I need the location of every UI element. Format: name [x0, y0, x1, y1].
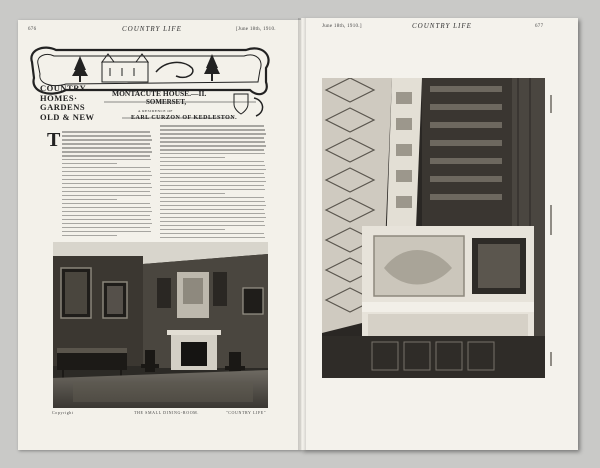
text-line [160, 205, 266, 207]
text-line [62, 131, 150, 133]
left-running-title: COUNTRY LIFE [122, 25, 182, 33]
text-line [62, 175, 152, 177]
text-line [62, 219, 151, 221]
text-line [160, 169, 266, 171]
photo-caption: THE SMALL DINING-ROOM. [134, 410, 199, 415]
photo-credit-left: Copyright [52, 410, 74, 415]
text-line [160, 217, 266, 219]
text-line [62, 171, 151, 173]
text-line [160, 157, 225, 159]
text-line [62, 203, 150, 205]
text-line [62, 191, 150, 193]
text-line [62, 195, 151, 197]
author-prefix: A RESIDENCE OF [138, 109, 173, 113]
series-line-2: HOMES· [40, 92, 78, 103]
text-line [62, 231, 151, 233]
text-line [62, 163, 117, 165]
author-name: EARL CURZON OF KEDLESTON. [131, 115, 238, 121]
text-line [62, 183, 151, 185]
text-line [62, 159, 151, 161]
text-line [160, 201, 265, 203]
text-line [160, 221, 264, 223]
text-line [160, 145, 266, 147]
side-caption-top [550, 95, 552, 113]
series-title [40, 84, 95, 122]
text-line [160, 185, 264, 187]
text-column-right [160, 125, 268, 241]
text-line [62, 235, 117, 237]
text-line [62, 207, 151, 209]
text-line [62, 187, 152, 189]
text-line [62, 135, 151, 137]
left-page-date: [June 18th, 1910. [236, 27, 276, 32]
text-line [62, 211, 152, 213]
text-line [160, 181, 266, 183]
text-line [62, 167, 150, 169]
text-line [160, 189, 265, 191]
text-line [62, 151, 152, 153]
dining-room-photo [53, 242, 268, 408]
text-line [160, 193, 225, 195]
panelled-interior-photo [322, 78, 545, 378]
text-line [62, 139, 152, 141]
text-line [160, 177, 265, 179]
text-line [160, 133, 266, 135]
text-line [160, 233, 264, 235]
side-caption-bottom [550, 352, 552, 366]
right-page-number: 677 [535, 24, 544, 29]
text-line [160, 213, 265, 215]
photo-credit-right: "COUNTRY LIFE" [226, 410, 267, 415]
text-line [160, 137, 264, 139]
text-line [62, 223, 152, 225]
text-line [160, 129, 265, 131]
text-line [62, 179, 150, 181]
text-line [62, 227, 150, 229]
text-line [160, 125, 264, 127]
article-masthead [26, 42, 271, 122]
text-line [160, 173, 264, 175]
text-line [160, 229, 225, 231]
text-line [62, 143, 150, 145]
text-line [160, 141, 265, 143]
text-line [160, 237, 265, 239]
text-line [62, 199, 117, 201]
text-line [160, 153, 265, 155]
right-page-date: June 18th, 1910.] [322, 24, 362, 29]
house-title: MONTACUTE HOUSE.—II. [112, 89, 207, 98]
side-caption-middle [550, 205, 552, 235]
text-line [160, 209, 264, 211]
page-gutter [298, 18, 306, 450]
text-column-left [62, 131, 154, 239]
left-page-number: 676 [28, 27, 37, 32]
text-line [160, 197, 264, 199]
text-line [160, 161, 264, 163]
text-line [160, 149, 264, 151]
series-line-1: COUNTRY [40, 83, 87, 93]
text-line [62, 147, 151, 149]
series-line-4: OLD & NEW [40, 111, 95, 122]
county-subtitle: SOMERSET, [146, 98, 187, 106]
right-running-title: COUNTRY LIFE [412, 22, 472, 30]
text-line [160, 165, 265, 167]
text-line [160, 225, 265, 227]
drop-cap: T [47, 129, 61, 151]
text-line [62, 215, 150, 217]
text-line [62, 155, 150, 157]
series-line-3: GARDENS [40, 102, 86, 112]
